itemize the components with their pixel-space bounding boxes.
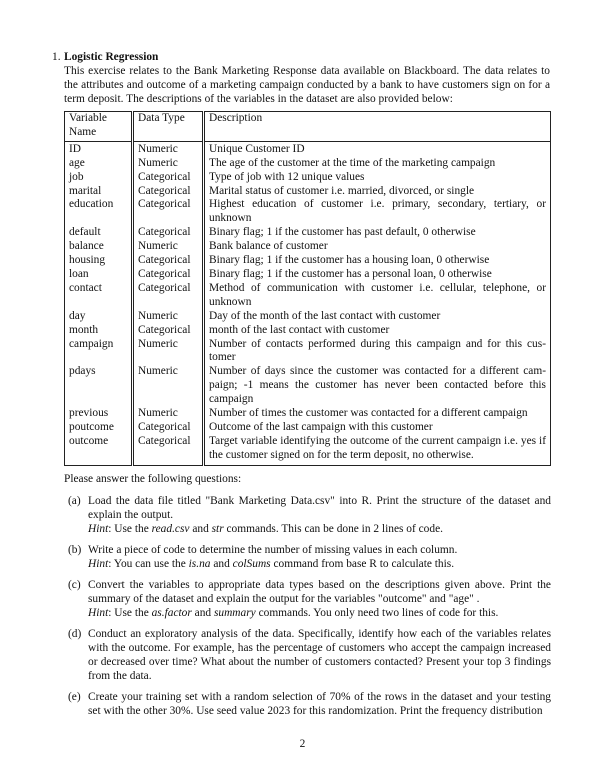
cell-variable-name: ID (65, 141, 133, 156)
question-text: Load the data file titled "Bank Marketing Data.csv" into R. Print the structure of the dataset and explain the output. (88, 495, 551, 521)
cell-variable-name: outcome (65, 435, 133, 465)
cell-variable-name: day (65, 310, 133, 324)
hint-text: commands. This can be done in 2 lines of code. (223, 523, 443, 535)
hint-text: : Use the (108, 607, 152, 619)
table-row (65, 226, 551, 240)
table-row (65, 254, 551, 268)
cell-data-type: Numeric (133, 157, 204, 171)
cell-data-type: Categorical (133, 171, 204, 185)
cell-variable-name: default (65, 226, 133, 240)
questions-list (64, 494, 551, 725)
table-row (65, 240, 551, 254)
question-b (64, 543, 551, 571)
cell-data-type: Numeric (133, 310, 204, 324)
page-number: 2 (299, 738, 306, 750)
table-row (65, 185, 551, 199)
hint-text: : Use the (108, 523, 152, 535)
cell-description: Binary flag; 1 if the customer has a personal loan, 0 otherwise (209, 267, 492, 280)
hint-text: command from base R to calculate this. (270, 558, 455, 570)
table-row (65, 324, 551, 338)
table-row (65, 435, 551, 465)
table-row (65, 282, 551, 310)
cell-description: The age of the customer at the time of the marketing campaign (209, 156, 496, 169)
hint-text: and (189, 523, 212, 535)
hint-text: and (191, 607, 214, 619)
cell-description: Number of times the customer was contacted for a different campaign (209, 407, 528, 420)
cell-variable-name: marital (65, 185, 133, 199)
question-label: (e) (68, 691, 81, 703)
table-row (65, 421, 551, 435)
table-row (65, 141, 551, 156)
question-text: Write a piece of code to determine the number of missing values in each column. (88, 544, 458, 556)
hint-command: read.csv (151, 523, 190, 535)
cell-variable-name: month (65, 324, 133, 338)
hint-text: and (210, 558, 233, 570)
header-variable-name: Variable Name (65, 112, 133, 142)
cell-variable-name: loan (65, 268, 133, 282)
hint-command: str (211, 523, 224, 535)
question-e (64, 690, 551, 718)
cell-variable-name: campaign (65, 338, 133, 366)
question-hint (88, 522, 551, 536)
cell-description: month of the last contact with customer (209, 323, 390, 336)
table-row (65, 157, 551, 171)
table-header-row (65, 112, 551, 142)
section-number: 1. (52, 51, 61, 63)
cell-description: Type of job with 12 unique values (209, 170, 365, 183)
question-hint (88, 557, 551, 571)
cell-variable-name: age (65, 157, 133, 171)
cell-description: Binary flag; 1 if the customer has a housing loan, 0 otherwise (209, 254, 490, 267)
cell-variable-name: poutcome (65, 421, 133, 435)
cell-variable-name: housing (65, 254, 133, 268)
cell-description: Number of days since the customer was contacted for a different campaign; -1 means the customer has never been contacted before this campaign (209, 365, 546, 406)
cell-description: Marital status of customer i.e. married, divorced, or single (209, 184, 475, 197)
table-row (65, 407, 551, 421)
cell-variable-name: job (65, 171, 133, 185)
question-label: (d) (68, 628, 82, 640)
questions-prompt: Please answer the following questions: (64, 473, 242, 485)
hint-label: Hint (88, 607, 109, 619)
cell-variable-name: contact (65, 282, 133, 310)
cell-description: Day of the month of the last contact with customer (209, 309, 441, 322)
cell-data-type: Numeric (133, 338, 204, 366)
hint-command: colSums (232, 558, 271, 570)
cell-variable-name: previous (65, 407, 133, 421)
header-data-type: Data Type (133, 112, 204, 142)
question-c (64, 578, 551, 620)
table-row (65, 198, 551, 226)
table-row (65, 365, 551, 407)
hint-label: Hint (88, 558, 109, 570)
cell-description: Number of contacts performed during this campaign and for this customer (209, 337, 546, 364)
cell-data-type: Numeric (133, 407, 204, 421)
header-description: Description (204, 112, 551, 142)
question-text: Conduct an exploratory analysis of the data. Specifically, identify how each of the variables relates with the outcome. For example, has the percentage of customers who accept the campaign increased or decreased over time? What about the number of customers contacted? Present your top 3 findings from the data. (88, 628, 551, 682)
question-d (64, 627, 551, 683)
question-label: (c) (68, 579, 81, 591)
table-row (65, 268, 551, 282)
cell-variable-name: balance (65, 240, 133, 254)
question-label: (a) (68, 495, 81, 507)
hint-text: commands. You only need two lines of code for this. (255, 607, 499, 619)
cell-description: Binary flag; 1 if the customer has past default, 0 otherwise (209, 226, 476, 239)
cell-variable-name: education (65, 198, 133, 226)
cell-description: Highest education of customer i.e. primary, secondary, tertiary, or unknown (209, 198, 546, 225)
hint-text: : You can use the (108, 558, 189, 570)
table-row (65, 171, 551, 185)
cell-data-type: Categorical (133, 435, 204, 465)
question-text: Convert the variables to appropriate data types based on the descriptions given above. Print the summary of the dataset and explain the output for the variables "outcome" and "age" . (88, 579, 551, 605)
cell-data-type: Categorical (133, 185, 204, 199)
intro-text: This exercise relates to the Bank Marketing Response data available on Blackboard. The data relates to the attributes and outcome of a marketing campaign conducted by a bank to have customers sign on for a term deposit. The descriptions of the variables in the dataset are also provided below: (64, 65, 550, 105)
question-hint (88, 606, 551, 620)
question-text: Create your training set with a random selection of 70% of the rows in the dataset and your testing set with the other 30%. Use seed value 2023 for this randomization. Print the frequency distribution (88, 691, 551, 717)
cell-data-type: Categorical (133, 421, 204, 435)
question-label: (b) (68, 544, 82, 556)
cell-data-type: Categorical (133, 324, 204, 338)
table-row (65, 338, 551, 366)
cell-description: Method of communication with customer i.e. cellular, telephone, or unknown (209, 281, 546, 308)
question-a (64, 494, 551, 536)
table-row (65, 310, 551, 324)
cell-data-type: Categorical (133, 254, 204, 268)
variables-table (64, 111, 551, 466)
cell-description: Bank balance of customer (209, 240, 328, 253)
cell-data-type: Categorical (133, 198, 204, 226)
cell-description: Target variable identifying the outcome of the current campaign i.e. yes if the customer signed on for the term deposit, no otherwise. (209, 434, 546, 461)
cell-variable-name: pdays (65, 365, 133, 407)
section-title: Logistic Regression (64, 51, 159, 63)
hint-command: as.factor (151, 607, 192, 619)
cell-description: Unique Customer ID (209, 142, 305, 155)
intro-paragraph (64, 64, 550, 106)
cell-data-type: Numeric (133, 141, 204, 156)
cell-data-type: Categorical (133, 226, 204, 240)
cell-data-type: Categorical (133, 268, 204, 282)
cell-description: Outcome of the last campaign with this customer (209, 420, 433, 433)
cell-data-type: Categorical (133, 282, 204, 310)
hint-command: summary (213, 607, 256, 619)
hint-label: Hint (88, 523, 109, 535)
hint-command: is.na (188, 558, 211, 570)
cell-data-type: Numeric (133, 365, 204, 407)
cell-data-type: Numeric (133, 240, 204, 254)
